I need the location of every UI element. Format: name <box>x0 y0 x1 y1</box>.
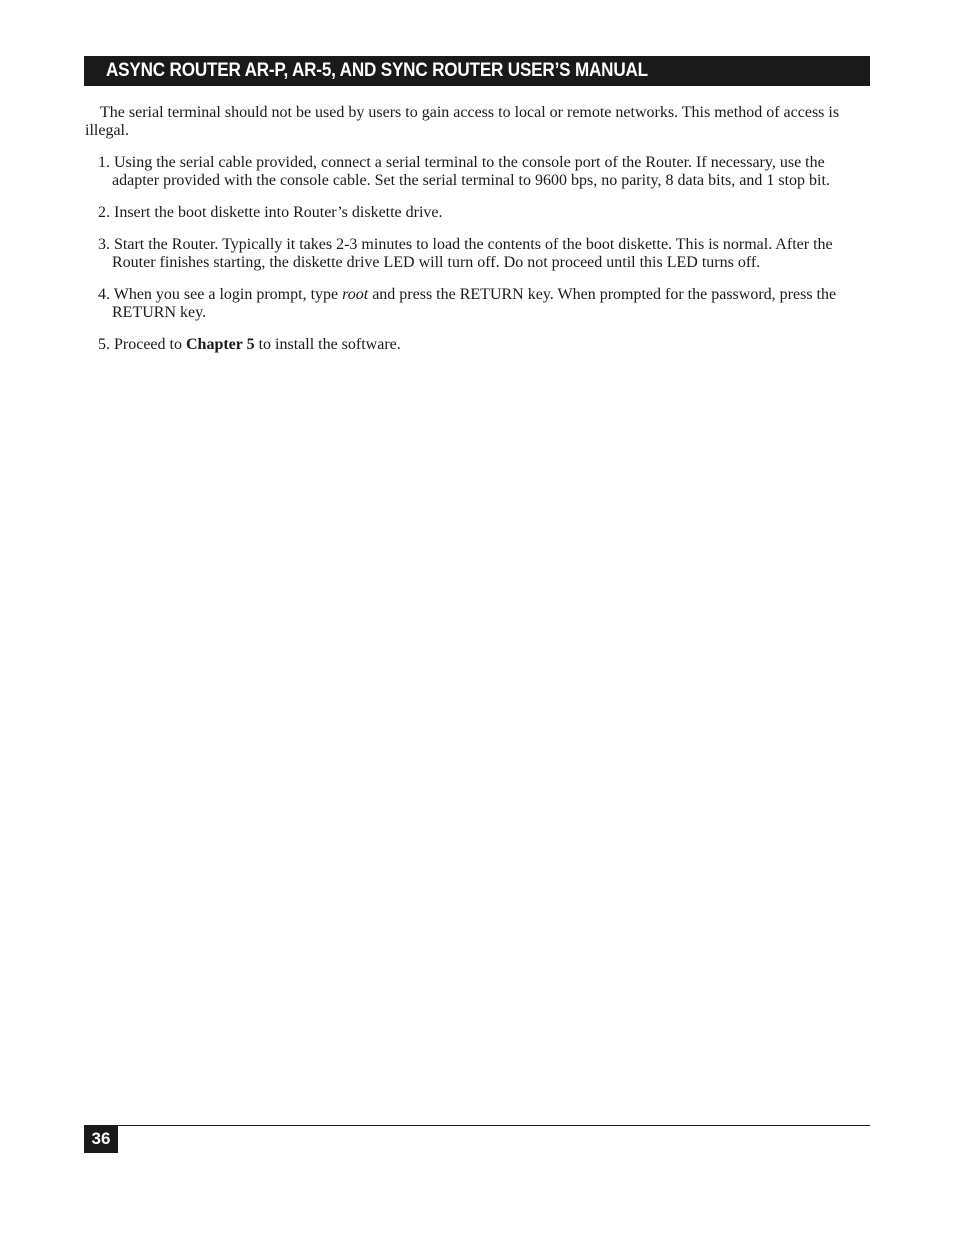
step-text-after: to install the software. <box>254 336 401 353</box>
page-number: 36 <box>91 1129 111 1148</box>
intro-paragraph: The serial terminal should not be used by users to gain access to local or remote networks. This method of access is illegal. <box>85 104 840 139</box>
step-number: 4. <box>98 286 110 303</box>
page-content <box>85 104 865 368</box>
footer-rule <box>84 1125 870 1126</box>
step-text-before: When you see a login prompt, type <box>113 286 343 303</box>
step-text-after: and press the RETURN key. When prompted for the password, press the RETURN key. <box>112 286 837 321</box>
manual-title: ASYNC ROUTER AR-P, AR-5, AND SYNC ROUTER USER’S MANUAL <box>106 60 648 81</box>
step-item <box>85 204 865 222</box>
step-number: 2. <box>98 204 110 221</box>
setup-steps-list <box>85 154 865 354</box>
step-text: Using the serial cable provided, connect a serial terminal to the console port of the Router. If necessary, use the adapter provided with the console cable. Set the serial terminal to 9600 bps, no parity, 8 data bits, and 1 stop bit. <box>112 154 830 189</box>
step-number: 1. <box>98 154 110 171</box>
step-text: Start the Router. Typically it takes 2-3 minutes to load the contents of the boot diskette. This is normal. After the Router finishes starting, the diskette drive LED will turn off. Do not proceed until this LED turns off. <box>112 236 833 271</box>
step-item <box>85 336 865 354</box>
step-text: Insert the boot diskette into Router’s diskette drive. <box>114 204 443 221</box>
command-root: root <box>342 286 369 303</box>
step-item <box>85 236 865 272</box>
page-number-box <box>84 1125 118 1153</box>
chapter-reference: Chapter 5 <box>185 336 255 353</box>
step-item <box>85 154 865 190</box>
step-number: 5. <box>98 336 110 353</box>
step-number: 3. <box>98 236 110 253</box>
step-text-before: Proceed to <box>114 336 186 353</box>
page-header-bar <box>84 56 870 86</box>
step-item <box>85 286 865 322</box>
